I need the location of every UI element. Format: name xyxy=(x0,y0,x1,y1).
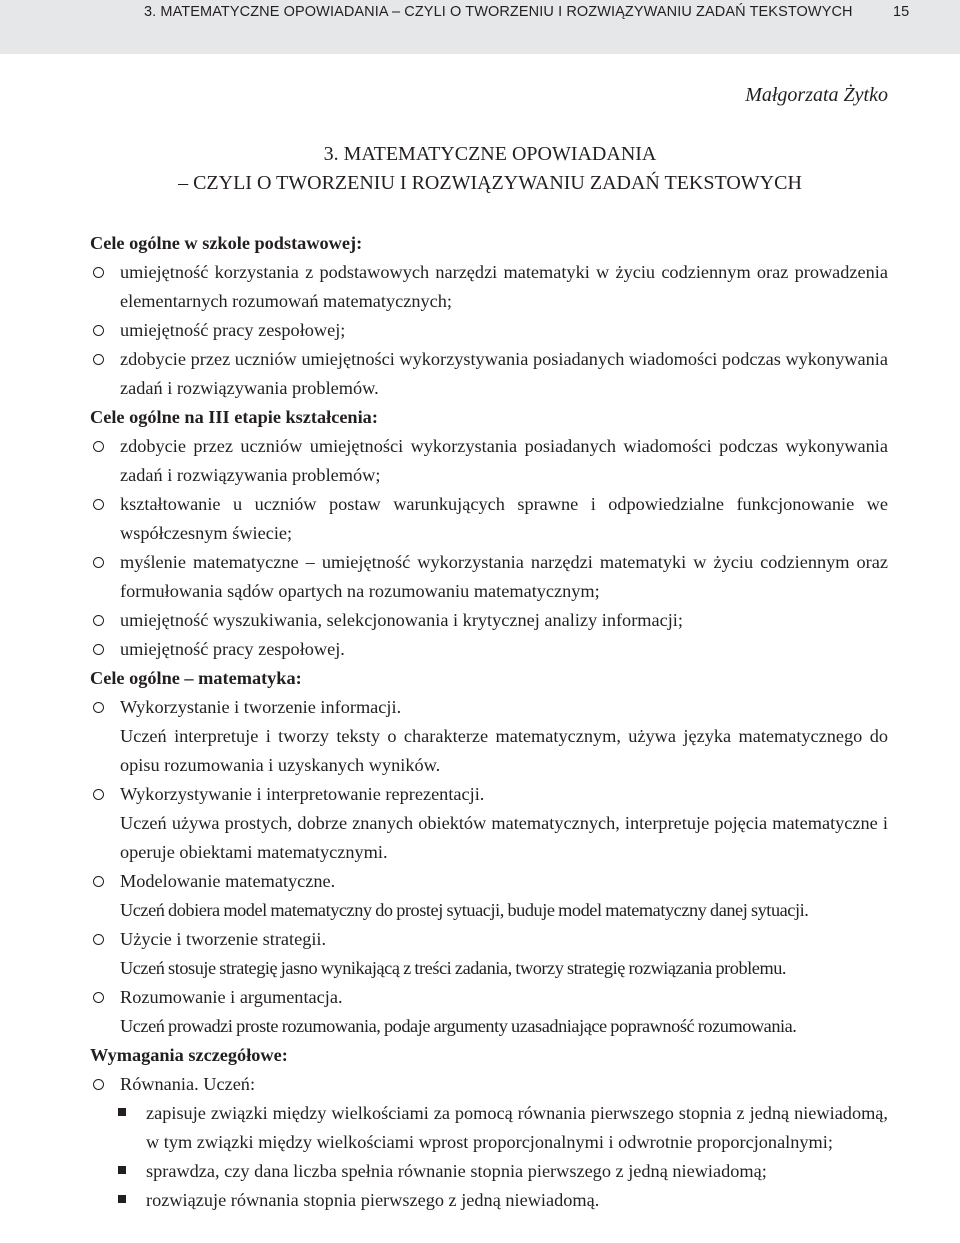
running-header xyxy=(0,0,960,54)
square-bullet-icon xyxy=(118,1166,126,1174)
detailed-requirements-heading: Wymagania szczegółowe: xyxy=(90,1045,288,1065)
list-item: kształtowanie u uczniów postaw warunkujących sprawne i odpowiedzialne funkcjonowanie we współczesnym świecie; xyxy=(90,490,888,548)
running-title: 3. MATEMATYCZNE OPOWIADANIA – CZYLI O TWORZENIU I ROZWIĄZYWANIU ZADAŃ TEKSTOWYCH xyxy=(144,4,853,20)
goal-description: Uczeń prowadzi proste rozumowania, podaje argumenty uzasadniające poprawność rozumowania. xyxy=(120,1016,797,1036)
circle-bullet-icon xyxy=(93,615,104,626)
goal-description: Uczeń używa prostych, dobrze znanych obiektów matematycznych, interpretuje pojęcia matematyczne i operuje obiektami matematycznymi. xyxy=(120,813,888,862)
list-item: Użycie i tworzenie strategii. xyxy=(90,925,888,954)
goal-description: Uczeń stosuje strategię jasno wynikającą z treści zadania, tworzy strategię rozwiązania problemu. xyxy=(120,958,787,978)
circle-bullet-icon xyxy=(93,876,104,887)
circle-bullet-icon xyxy=(93,934,104,945)
goal-description: Uczeń dobiera model matematyczny do prostej sytuacji, buduje model matematyczny danej sytuacji. xyxy=(120,900,809,920)
sub-list-item: sprawdza, czy dana liczba spełnia równanie stopnia pierwszego z jedną niewiadomą; xyxy=(90,1157,888,1186)
stage3-goals-heading: Cele ogólne na III etapie kształcenia: xyxy=(90,407,378,427)
circle-bullet-icon xyxy=(93,702,104,713)
chapter-title xyxy=(90,140,890,198)
sub-list-item: zapisuje związki między wielkościami za pomocą równania pierwszego stopnia z jedną niewiadomą, w tym związki między wielkościami wprost proporcjonalnymi i odwrotnie proporcjonalnymi; xyxy=(90,1099,888,1157)
page-content xyxy=(90,229,888,1215)
circle-bullet-icon xyxy=(93,325,104,336)
list-item: umiejętność korzystania z podstawowych narzędzi matematyki w życiu codziennym oraz prowadzenia elementarnych rozumowań matematycznych; xyxy=(90,258,888,316)
list-item: zdobycie przez uczniów umiejętności wykorzystywania posiadanych wiadomości podczas wykonywania zadań i rozwiązywania problemów. xyxy=(90,345,888,403)
circle-bullet-icon xyxy=(93,644,104,655)
list-item: umiejętność pracy zespołowej; xyxy=(90,316,888,345)
list-item: umiejętność wyszukiwania, selekcjonowania i krytycznej analizy informacji; xyxy=(90,606,888,635)
list-item: Wykorzystywanie i interpretowanie reprezentacji. xyxy=(90,780,888,809)
chapter-title-line1: 3. MATEMATYCZNE OPOWIADANIA xyxy=(323,143,657,165)
sub-list-item: rozwiązuje równania stopnia pierwszego z jedną niewiadomą. xyxy=(90,1186,888,1215)
circle-bullet-icon xyxy=(93,267,104,278)
list-item: zdobycie przez uczniów umiejętności wykorzystania posiadanych wiadomości podczas wykonywania zadań i rozwiązywania problemów; xyxy=(90,432,888,490)
list-item: Modelowanie matematyczne. xyxy=(90,867,888,896)
list-item: myślenie matematyczne – umiejętność wykorzystania narzędzi matematyki w życiu codziennym oraz formułowania sądów opartych na rozumowaniu matematycznym; xyxy=(90,548,888,606)
math-goals-heading: Cele ogólne – matematyka: xyxy=(90,668,302,688)
circle-bullet-icon xyxy=(93,441,104,452)
chapter-title-line2: – CZYLI O TWORZENIU I ROZWIĄZYWANIU ZADAŃ TEKSTOWYCH xyxy=(178,172,802,194)
author-name: Małgorzata Żytko xyxy=(745,84,888,106)
list-item: Rozumowanie i argumentacja. xyxy=(90,983,888,1012)
list-item: umiejętność pracy zespołowej. xyxy=(90,635,888,664)
square-bullet-icon xyxy=(118,1108,126,1116)
circle-bullet-icon xyxy=(93,992,104,1003)
primary-goals-heading: Cele ogólne w szkole podstawowej: xyxy=(90,233,363,253)
page-number: 15 xyxy=(893,4,910,20)
circle-bullet-icon xyxy=(93,354,104,365)
goal-description: Uczeń interpretuje i tworzy teksty o charakterze matematycznym, używa języka matematycznego do opisu rozumowania i uzyskanych wyników. xyxy=(120,726,888,775)
circle-bullet-icon xyxy=(93,557,104,568)
list-item: Równania. Uczeń: xyxy=(90,1070,888,1099)
list-item: Wykorzystanie i tworzenie informacji. xyxy=(90,693,888,722)
square-bullet-icon xyxy=(118,1195,126,1203)
circle-bullet-icon xyxy=(93,1079,104,1090)
circle-bullet-icon xyxy=(93,499,104,510)
circle-bullet-icon xyxy=(93,789,104,800)
